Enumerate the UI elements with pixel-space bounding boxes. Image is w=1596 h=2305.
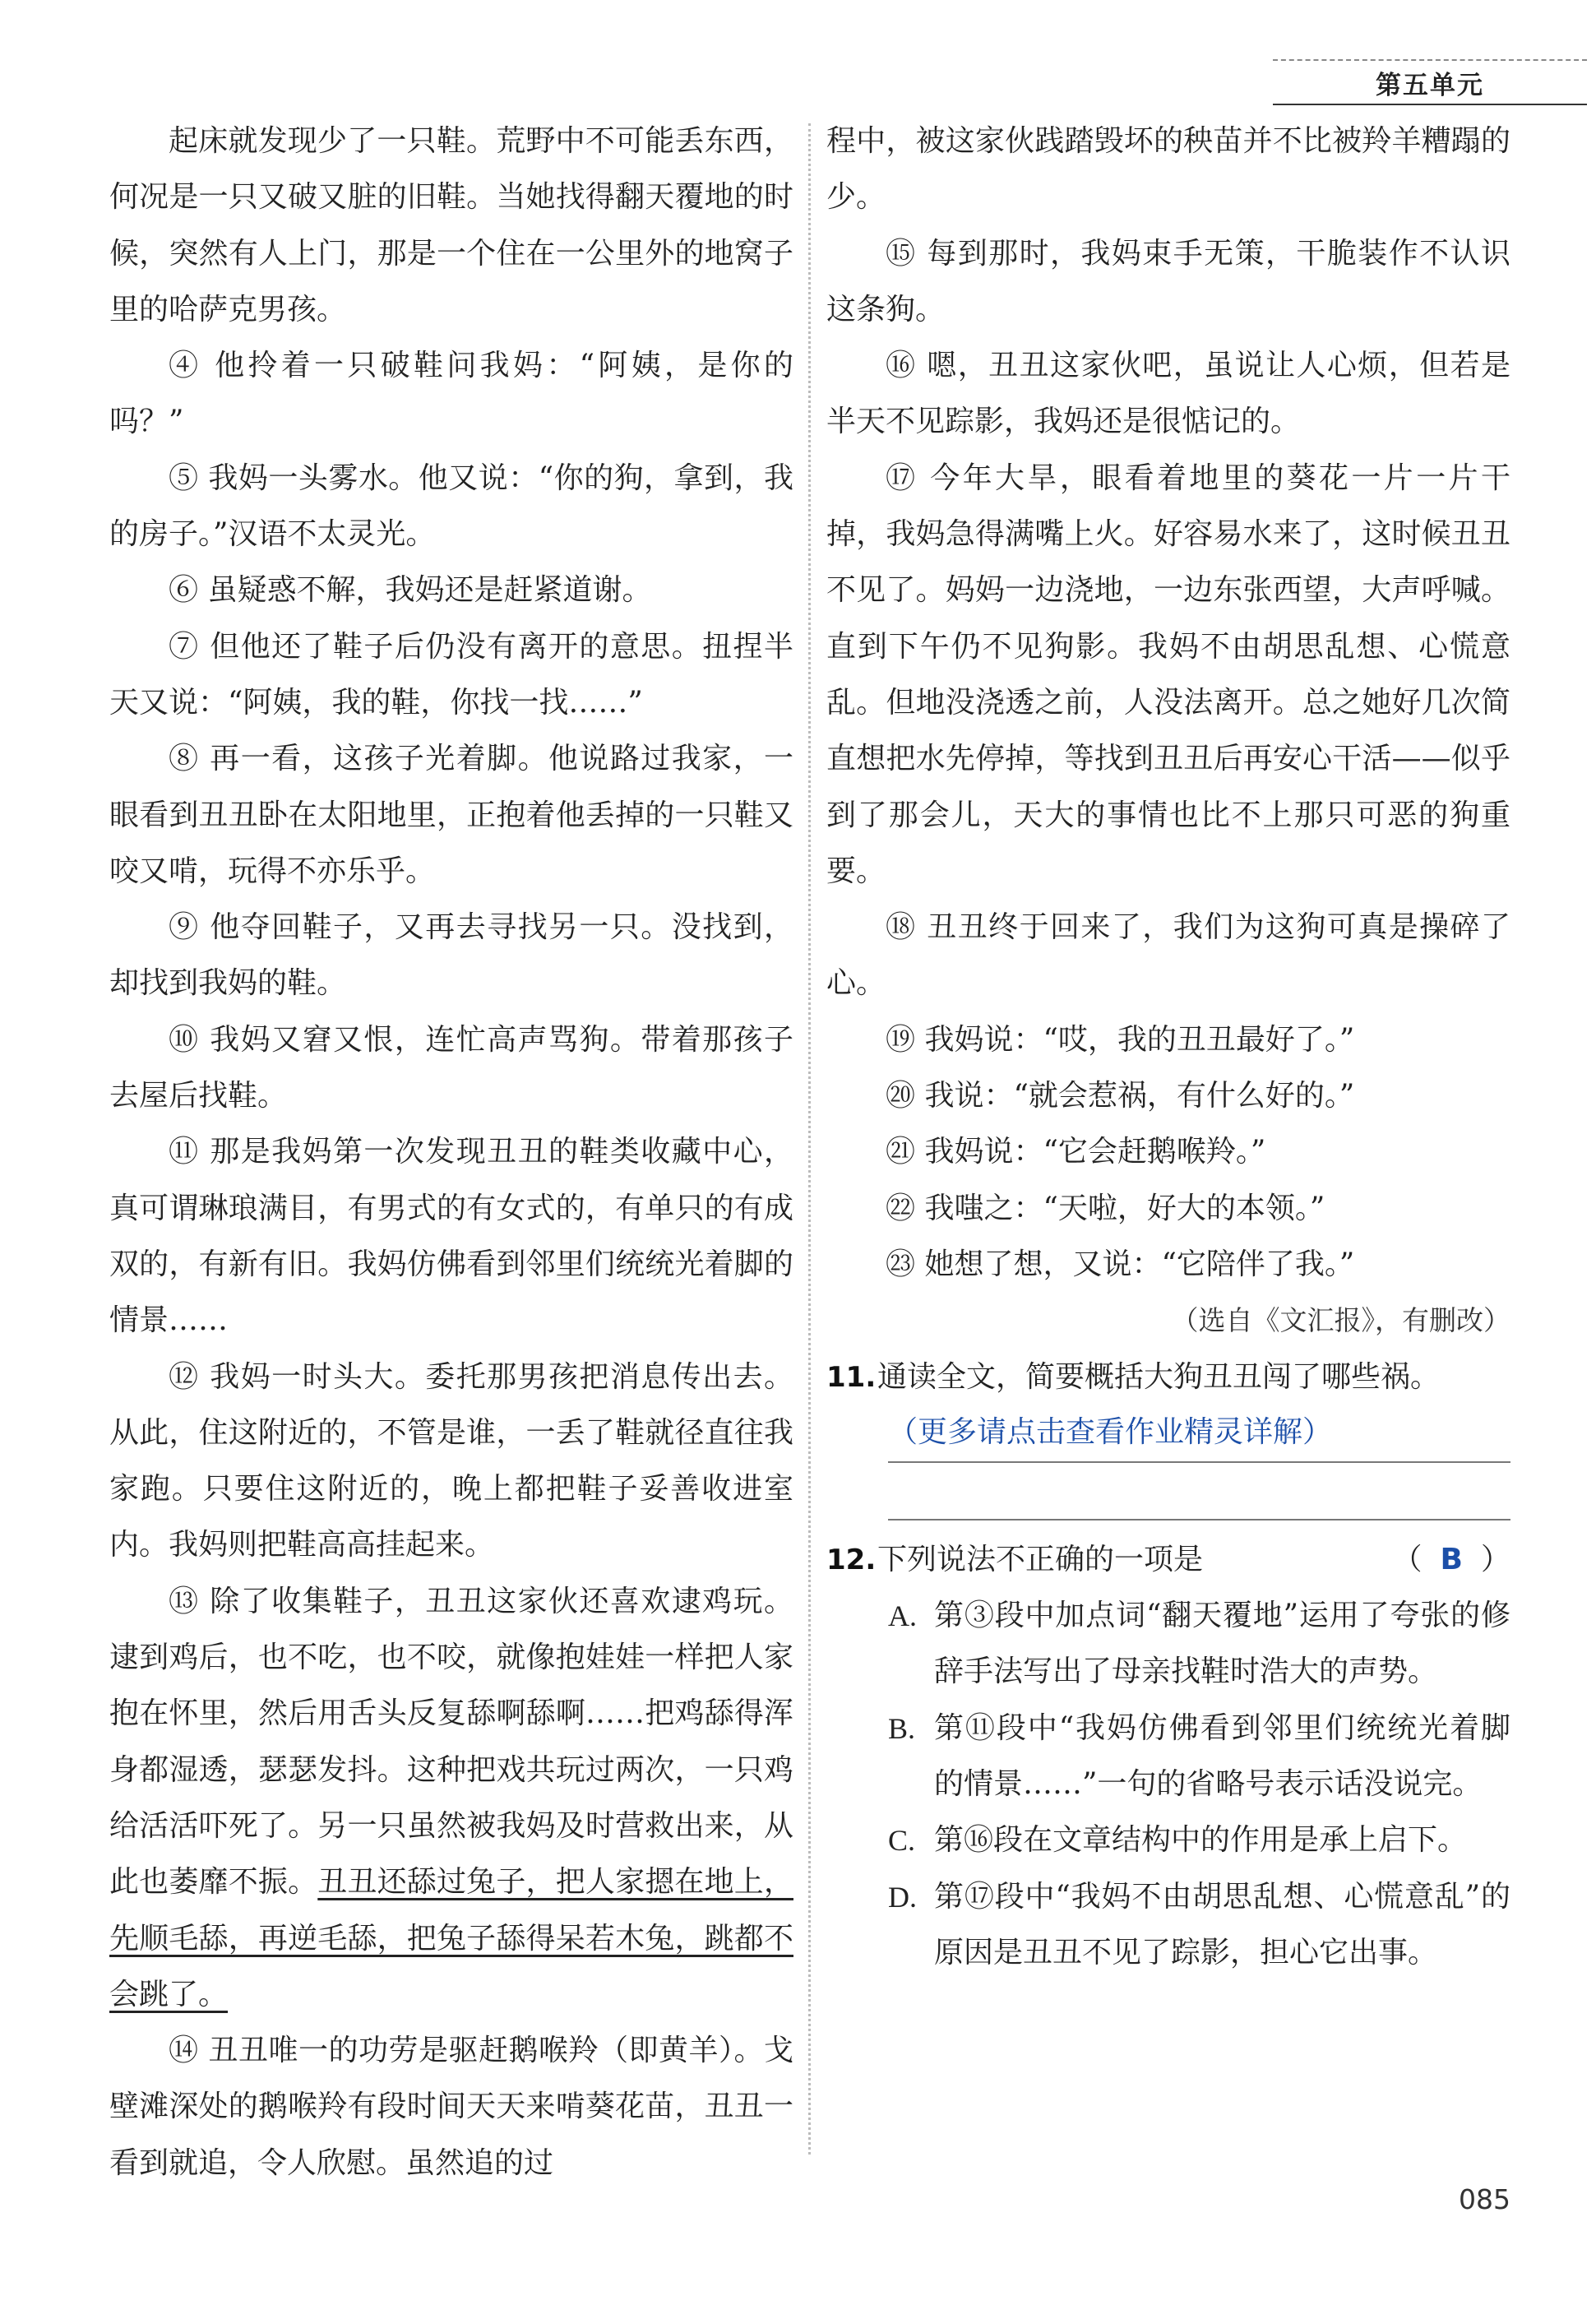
paragraph-15: ⑮ 每到那时，我妈束手无策，干脆装作不认识这条狗。 <box>826 236 1510 326</box>
question-11-number: 11. <box>826 1360 877 1394</box>
page-number: 085 <box>1459 2183 1510 2215</box>
unit-header: 第五单元 <box>1273 59 1587 105</box>
option-d <box>888 1869 1510 1982</box>
right-column <box>826 113 1510 1981</box>
option-a-letter: A. <box>888 1599 917 1633</box>
option-b <box>888 1701 1510 1813</box>
paragraph-14-cont: 程中，被这家伙践踏毁坏的秧苗并不比被羚羊糟蹋的少。 <box>826 124 1510 215</box>
column-divider <box>808 123 811 2155</box>
option-c <box>888 1812 1510 1868</box>
paragraph-8: ⑧ 再一看，这孩子光着脚。他说路过我家，一眼看到丑丑卧在太阳地里，正抱着他丢掉的一只鞋又咬又啃，玩得不亦乐乎。 <box>109 742 793 888</box>
paragraph-22: ㉒ 我嗤之：“天啦，好大的本领。” <box>886 1191 1325 1225</box>
option-b-text: 第⑪段中“我妈仿佛看到邻里们统统光着脚的情景……”一句的省略号表示话没说完。 <box>934 1710 1510 1802</box>
option-a-text: 第③段中加点词“翻天覆地”运用了夸张的修辞手法写出了母亲找鞋时浩大的声势。 <box>934 1599 1510 1689</box>
paragraph-12: ⑫ 我妈一时头大。委托那男孩把消息传出去。从此，住这附近的，不管是谁，一丢了鞋就径直往我家跑。只要住这附近的，晚上都把鞋子妥善收进室内。我妈则把鞋高高挂起来。 <box>109 1359 793 1562</box>
answer-bracket: （ B ） <box>1392 1542 1510 1576</box>
paragraph-11: ⑪ 那是我妈第一次发现丑丑的鞋类收藏中心，真可谓琳琅满目，有男式的有女式的，有单只的有成双的，有新有旧。我妈仿佛看到邻里们统统光着脚的情景…… <box>109 1135 793 1338</box>
paragraph-13-text: ⑬ 除了收集鞋子，丑丑这家伙还喜欢逮鸡玩。逮到鸡后，也不吃，也不咬，就像抱娃娃一样把人家抱在怀里，然后用舌头反复舔啊舔啊……把鸡舔得浑身都湿透，瑟瑟发抖。这种把戏共玩过两次，一只鸡给活活吓死了。另一只虽然被我妈及时营救出来，从此也萎靡不振。 <box>109 1584 793 1900</box>
paragraph-17: ⑰ 今年大旱，眼看着地里的葵花一片一片干掉，我妈急得满嘴上火。好容易水来了，这时候丑丑不见了。妈妈一边浇地，一边东张西望，大声呼喊。直到下午仍不见狗影。我妈不由胡思乱想、心慌意乱。但地没浇透之前，人没法离开。总之她好几次简直想把水先停掉，等找到丑丑后再安心干活——似乎到了那会儿，天大的事情也比不上那只可恶的狗重要。 <box>826 461 1510 888</box>
paragraph-3-cont: 起床就发现少了一只鞋。荒野中不可能丢东西，何况是一只又破又脏的旧鞋。当她找得翻天覆地的时候，突然有人上门，那是一个住在一公里外的地窝子里的哈萨克男孩。 <box>109 124 793 326</box>
question-11-text: 通读全文，简要概括大狗丑丑闯了哪些祸。 <box>877 1359 1441 1394</box>
option-a <box>888 1588 1510 1701</box>
question-11-answer-link[interactable]: （更多请点击查看作业精灵详解） <box>888 1405 1510 1463</box>
paragraph-10: ⑩ 我妈又窘又恨，连忙高声骂狗。带着那孩子去屋后找鞋。 <box>109 1022 793 1113</box>
left-column <box>109 113 793 2192</box>
paragraph-5: ⑤ 我妈一头雾水。他又说：“你的狗，拿到，我的房子。”汉语不太灵光。 <box>109 461 793 552</box>
paragraph-23: ㉓ 她想了想，又说：“它陪伴了我。” <box>886 1247 1355 1281</box>
question-12 <box>826 1532 1510 1588</box>
paragraph-4: ④ 他拎着一只破鞋问我妈：“阿姨，是你的吗？” <box>109 349 793 439</box>
question-11-answer-line <box>888 1463 1510 1520</box>
paragraph-13 <box>109 1574 793 2023</box>
option-b-letter: B. <box>888 1711 916 1745</box>
option-d-text: 第⑰段中“我妈不由胡思乱想、心慌意乱”的原因是丑丑不见了踪影，担心它出事。 <box>934 1879 1510 1969</box>
question-12-answer: B <box>1440 1542 1463 1576</box>
option-c-letter: C. <box>888 1824 916 1858</box>
paragraph-21: ㉑ 我妈说：“它会赶鹅喉羚。” <box>886 1135 1266 1169</box>
paragraph-18: ⑱ 丑丑终于回来了，我们为这狗可真是操碎了心。 <box>826 910 1510 1001</box>
paragraph-19: ⑲ 我妈说：“哎，我的丑丑最好了。” <box>886 1022 1355 1057</box>
question-12-number: 12. <box>826 1543 877 1576</box>
underlined-sentence: 丑丑还舔过兔子，把人家摁在地上，先顺毛舔，再逆毛舔，把兔子舔得呆若木兔，跳都不会跳了。 <box>109 1865 793 2011</box>
option-d-letter: D. <box>888 1880 917 1914</box>
paragraph-9: ⑨ 他夺回鞋子，又再去寻找另一只。没找到，却找到我妈的鞋。 <box>109 910 793 1001</box>
source-citation: （选自《文汇报》，有删改） <box>1171 1304 1510 1337</box>
option-c-text: 第⑯段在文章结构中的作用是承上启下。 <box>934 1823 1468 1858</box>
paragraph-6: ⑥ 虽疑惑不解，我妈还是赶紧道谢。 <box>169 573 652 608</box>
paragraph-16: ⑯ 嗯，丑丑这家伙吧，虽说让人心烦，但若是半天不见踪影，我妈还是很惦记的。 <box>826 349 1510 439</box>
question-12-text: 下列说法不正确的一项是 <box>877 1542 1204 1576</box>
paragraph-7: ⑦ 但他还了鞋子后仍没有离开的意思。扭捏半天又说：“阿姨，我的鞋，你找一找……” <box>109 629 793 720</box>
paragraph-14: ⑭ 丑丑唯一的功劳是驱赶鹅喉羚（即黄羊）。戈壁滩深处的鹅喉羚有段时间天天来啃葵花苗，丑丑一看到就追，令人欣慰。虽然追的过 <box>109 2034 793 2180</box>
question-11 <box>826 1349 1510 1405</box>
paragraph-20: ⑳ 我说：“就会惹祸，有什么好的。” <box>886 1079 1355 1113</box>
